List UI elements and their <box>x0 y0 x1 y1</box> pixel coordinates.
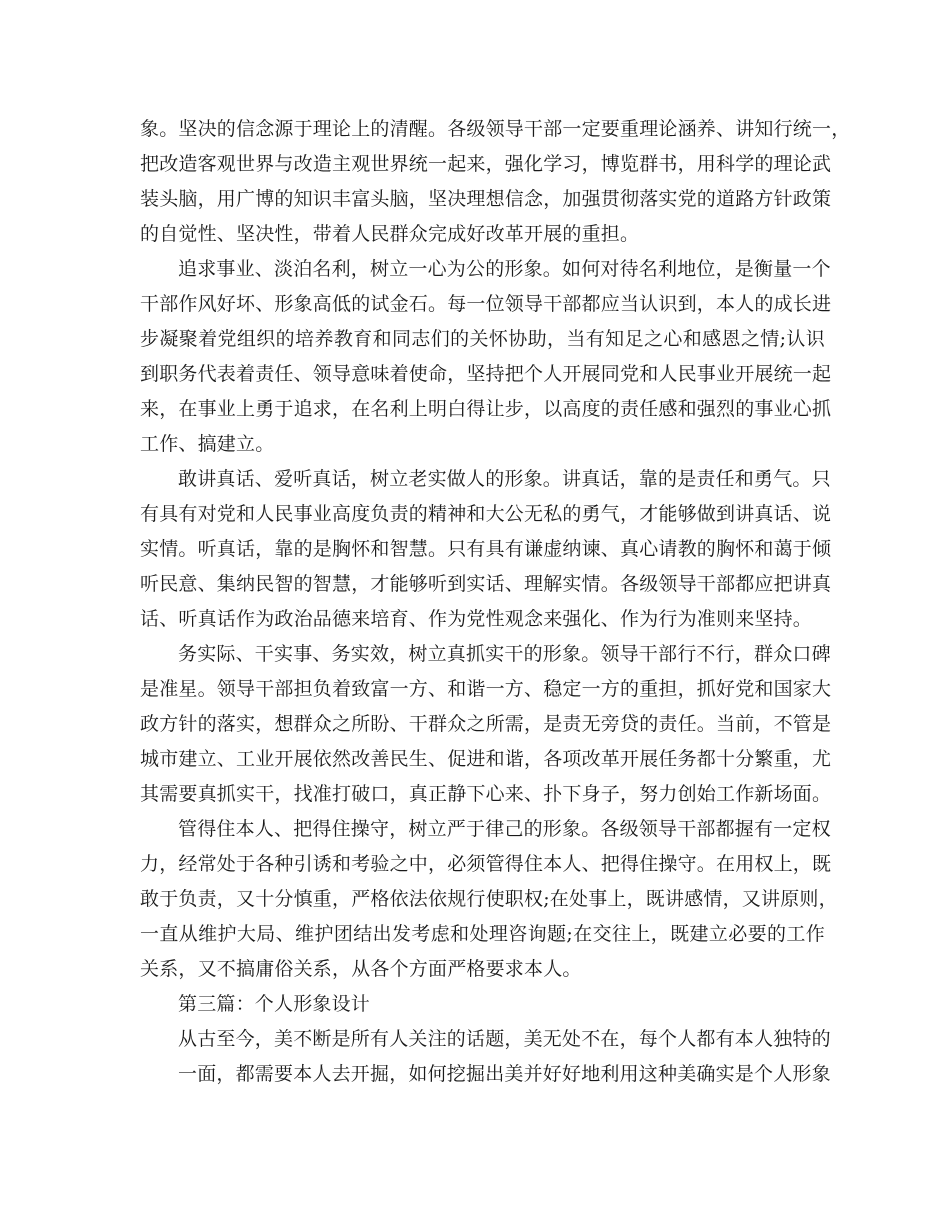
text-line: 从古至今，美不断是所有人关注的话题，美无处不在，每个人都有本人独特的 <box>178 1028 831 1050</box>
text-line: 城市建立、工业开展依然改善民生、促进和谐，各项改革开展任务都十分繁重，尤 <box>140 748 832 770</box>
text-line: 管得住本人、把得住操守，树立严于律己的形象。各级领导干部都握有一定权 <box>178 818 831 840</box>
text-line: 追求事业、淡泊名利，树立一心为公的形象。如何对待名利地位，是衡量一个 <box>178 258 831 280</box>
text-line: 到职务代表着责任、领导意味着使命，坚持把个人开展同党和人民事业开展统一起 <box>140 363 832 385</box>
text-line: 象。坚决的信念源于理论上的清醒。各级领导干部一定要重理论涵养、讲知行统一， <box>140 118 851 140</box>
text-line: 力，经常处于各种引诱和考验之中，必须管得住本人、把得住操守。在用权上，既 <box>140 853 832 875</box>
text-line: 敢于负责，又十分慎重，严格依法依规行使职权;在处事上，既讲感情，又讲原则， <box>140 888 838 910</box>
paragraph-1 <box>140 112 851 252</box>
text-line: 干部作风好坏、形象高低的试金石。每一位领导干部都应当认识到，本人的成长进 <box>140 293 832 315</box>
text-line: 装头脑，用广博的知识丰富头脑，坚决理想信念，加强贯彻落实党的道路方针政策 <box>140 188 832 210</box>
paragraph-3 <box>140 462 832 637</box>
text-line: 工作、搞建立。 <box>140 433 275 455</box>
text-line: 其需要真抓实干，找准打破口，真正静下心来、扑下身子，努力创始工作新场面。 <box>140 783 832 805</box>
text-line: 有具有对党和人民事业高度负责的精神和大公无私的勇气，才能够做到讲真话、说 <box>140 503 832 525</box>
section-title: 第三篇：个人形象设计 <box>178 993 371 1015</box>
text-line: 一面，都需要本人去开掘，如何挖掘出美并好好地利用这种美确实是个人形象 <box>178 1063 831 1085</box>
text-line: 政方针的落实，想群众之所盼、干群众之所需，是责无旁贷的责任。当前，不管是 <box>140 713 832 735</box>
text-line: 把改造客观世界与改造主观世界统一起来，强化学习，博览群书，用科学的理论武 <box>140 153 832 175</box>
paragraph-5 <box>140 812 838 987</box>
text-line: 实情。听真话，靠的是胸怀和智慧。只有具有谦虚纳谏、真心请教的胸怀和蔼于倾 <box>140 538 832 560</box>
text-line: 话、听真话作为政治品德来培育、作为党性观念来强化、作为行为准则来坚持。 <box>140 608 813 630</box>
text-line: 是准星。领导干部担负着致富一方、和谐一方、稳定一方的重担，抓好党和国家大 <box>140 678 832 700</box>
text-line: 务实际、干实事、务实效，树立真抓实干的形象。领导干部行不行，群众口碑 <box>178 643 831 665</box>
document-body <box>140 112 851 1092</box>
text-line: 步凝聚着党组织的培养教育和同志们的关怀协助，当有知足之心和感恩之情;认识 <box>140 328 825 350</box>
paragraph-6 <box>140 1022 831 1092</box>
text-line: 敢讲真话、爱听真话，树立老实做人的形象。讲真话，靠的是责任和勇气。只 <box>178 468 831 490</box>
text-line: 听民意、集纳民智的智慧，才能够听到实话、理解实情。各级领导干部都应把讲真 <box>140 573 832 595</box>
text-line: 的自觉性、坚决性，带着人民群众完成好改革开展的重担。 <box>140 223 640 245</box>
text-line: 来，在事业上勇于追求，在名利上明白得让步，以高度的责任感和强烈的事业心抓 <box>140 398 832 420</box>
paragraph-4 <box>140 637 832 812</box>
text-line: 关系，又不搞庸俗关系，从各个方面严格要求本人。 <box>140 958 582 980</box>
text-line: 一直从维护大局、维护团结出发考虑和处理咨询题;在交往上，既建立必要的工作 <box>140 923 825 945</box>
paragraph-2 <box>140 252 832 462</box>
